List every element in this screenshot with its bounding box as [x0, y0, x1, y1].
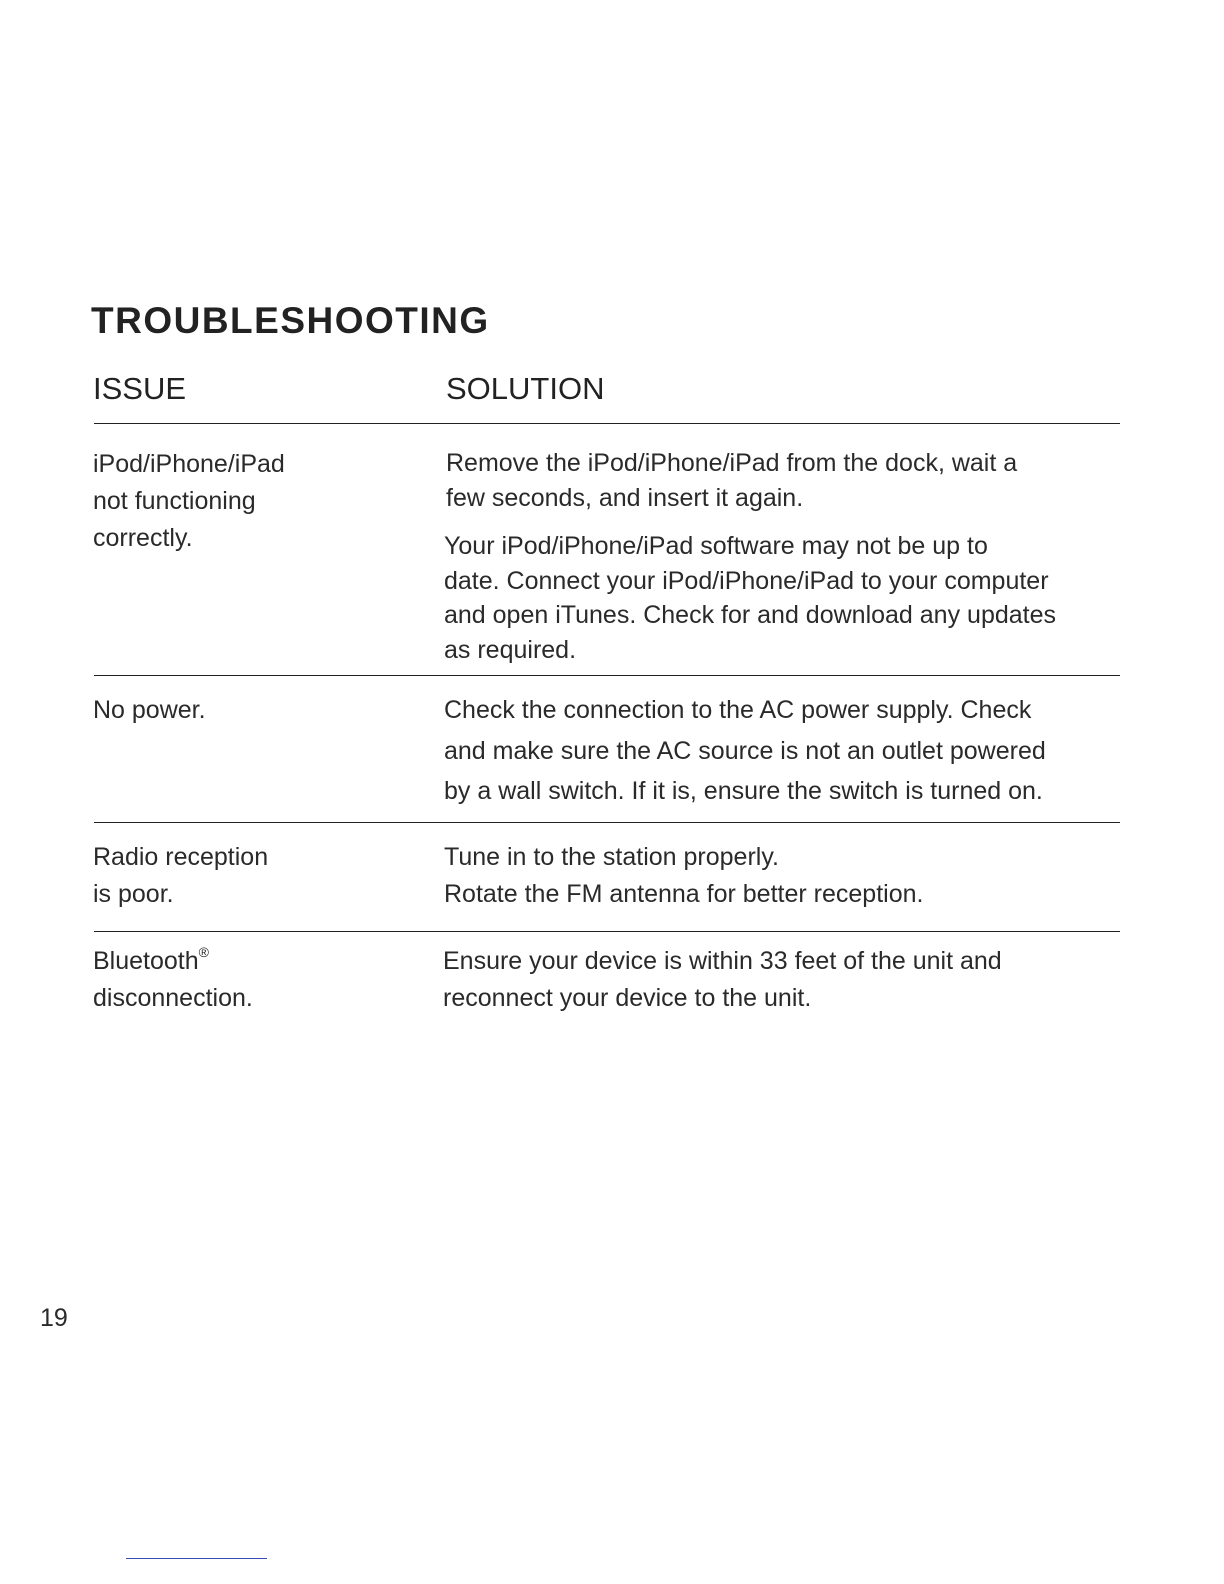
solution-line: as required. [444, 635, 577, 664]
issue-line [93, 943, 413, 980]
solution-line: Rotate the FM antenna for better reception. [444, 880, 924, 908]
solution-line: date. Connect your iPod/iPhone/iPad to your computer [444, 566, 1049, 595]
solution-line: by a wall switch. If it is, ensure the switch is turned on. [444, 777, 1043, 805]
solution-line: Check the connection to the AC power supply. Check [444, 696, 1032, 724]
solution-line: Tune in to the station properly. [444, 843, 779, 871]
table-row-4-issue [93, 943, 413, 1017]
issue-line: iPod/iPhone/iPad [93, 450, 285, 478]
row-divider [94, 822, 1120, 823]
header-divider [94, 423, 1120, 424]
issue-line: not functioning [93, 487, 256, 515]
issue-column-header: ISSUE [93, 371, 187, 406]
solution-line: and make sure the AC source is not an outlet powered [444, 736, 1046, 765]
table-row-3-issue [93, 839, 413, 913]
footer-line [126, 1558, 267, 1559]
solution-line: few seconds, and insert it again. [446, 483, 804, 512]
table-row-1-solution-a [446, 446, 1116, 515]
row-divider [94, 931, 1120, 932]
issue-line: Radio reception [93, 843, 269, 871]
table-row-1-solution-b [444, 529, 1114, 667]
solution-line: Ensure your device is within 33 feet of the unit and [443, 947, 1002, 975]
bluetooth-label: Bluetooth [93, 947, 199, 975]
row-divider [94, 675, 1120, 676]
registered-mark: ® [198, 944, 209, 960]
solution-column-header: SOLUTION [446, 371, 605, 406]
issue-line: is poor. [93, 880, 174, 908]
table-row-2-issue [93, 692, 413, 729]
issue-line: No power. [93, 696, 206, 724]
solution-line: reconnect your device to the unit. [443, 984, 812, 1012]
table-row-2-solution [444, 690, 1114, 812]
solution-line: Your iPod/iPhone/iPad software may not be up to [444, 532, 988, 560]
solution-line: Remove the iPod/iPhone/iPad from the dock, wait a [446, 449, 1018, 477]
page-number: 19 [40, 1304, 68, 1332]
table-row-1-issue [93, 446, 413, 557]
solution-line: and open iTunes. Check for and download any updates [444, 601, 1056, 629]
table-row-3-solution [444, 839, 1114, 913]
table-row-4-solution [443, 943, 1113, 1017]
page-title: TROUBLESHOOTING [91, 300, 490, 341]
issue-line: correctly. [93, 524, 193, 552]
issue-line: disconnection. [93, 984, 253, 1012]
